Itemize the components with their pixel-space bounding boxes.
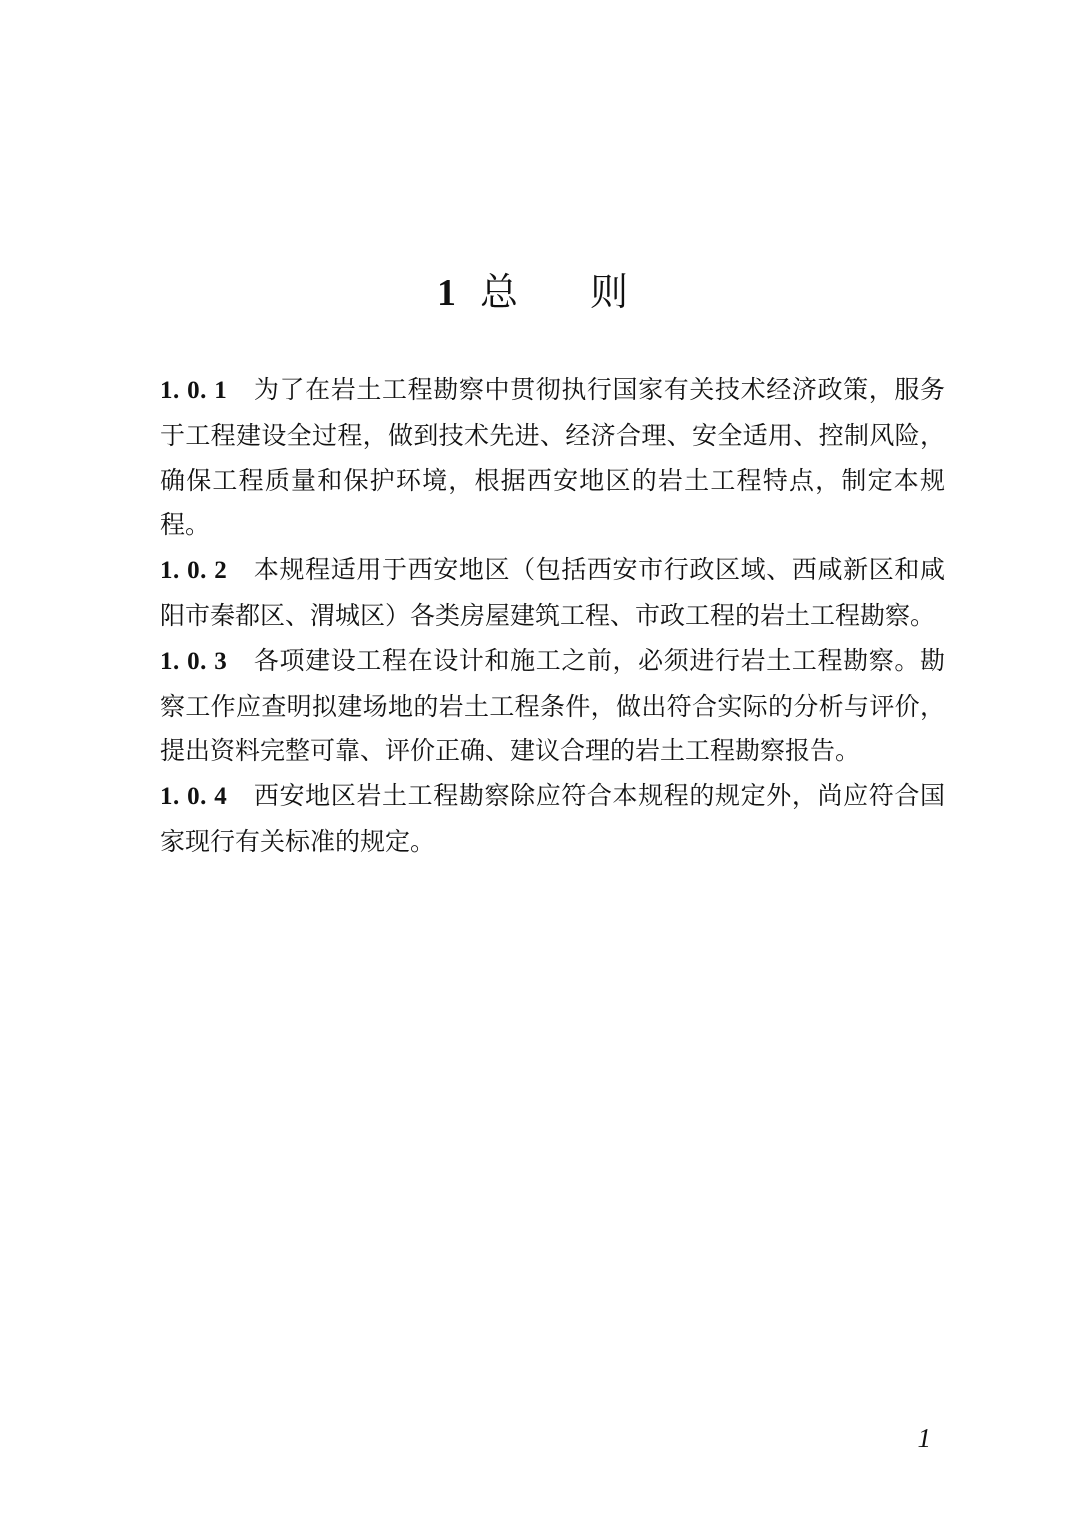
clause-text: 西安地区岩土工程勘察除应符合本规程的规定外，尚应符合国家现行有关标准的规定。 — [160, 781, 945, 856]
clause-text: 本规程适用于西安地区（包括西安市行政区域、西咸新区和咸阳市秦都区、渭城区）各类房屋建筑工程、市政工程的岩土工程勘察。 — [160, 555, 945, 630]
clause-1-0-1 — [160, 368, 945, 548]
clause-number: 1. 0. 4 — [160, 783, 228, 811]
clause-number: 1. 0. 1 — [160, 377, 228, 404]
clause-number: 1. 0. 2 — [160, 557, 228, 585]
chapter-title-part1: 总 — [479, 270, 518, 314]
clauses-body — [160, 368, 945, 865]
clause-text: 为了在岩土工程勘察中贯彻执行国家有关技术经济政策，服务于工程建设全过程，做到技术先进、经济合理、安全适用、控制风险，确保工程质量和保护环境，根据西安地区的岩土工程特点，制定本规程。 — [160, 375, 945, 540]
clause-text: 各项建设工程在设计和施工之前，必须进行岩土工程勘察。勘察工作应查明拟建场地的岩土工程条件，做出符合实际的分析与评价，提出资料完整可靠、评价正确、建议合理的岩土工程勘察报告。 — [160, 645, 945, 766]
clause-1-0-2 — [160, 548, 945, 639]
chapter-number: 1 — [436, 272, 456, 314]
chapter-title — [0, 266, 1065, 319]
clause-number: 1. 0. 3 — [160, 647, 228, 675]
page-number: 1 — [917, 1423, 931, 1453]
chapter-title-part2: 则 — [590, 270, 629, 314]
clause-1-0-4 — [160, 774, 945, 865]
clause-1-0-3 — [160, 639, 945, 774]
